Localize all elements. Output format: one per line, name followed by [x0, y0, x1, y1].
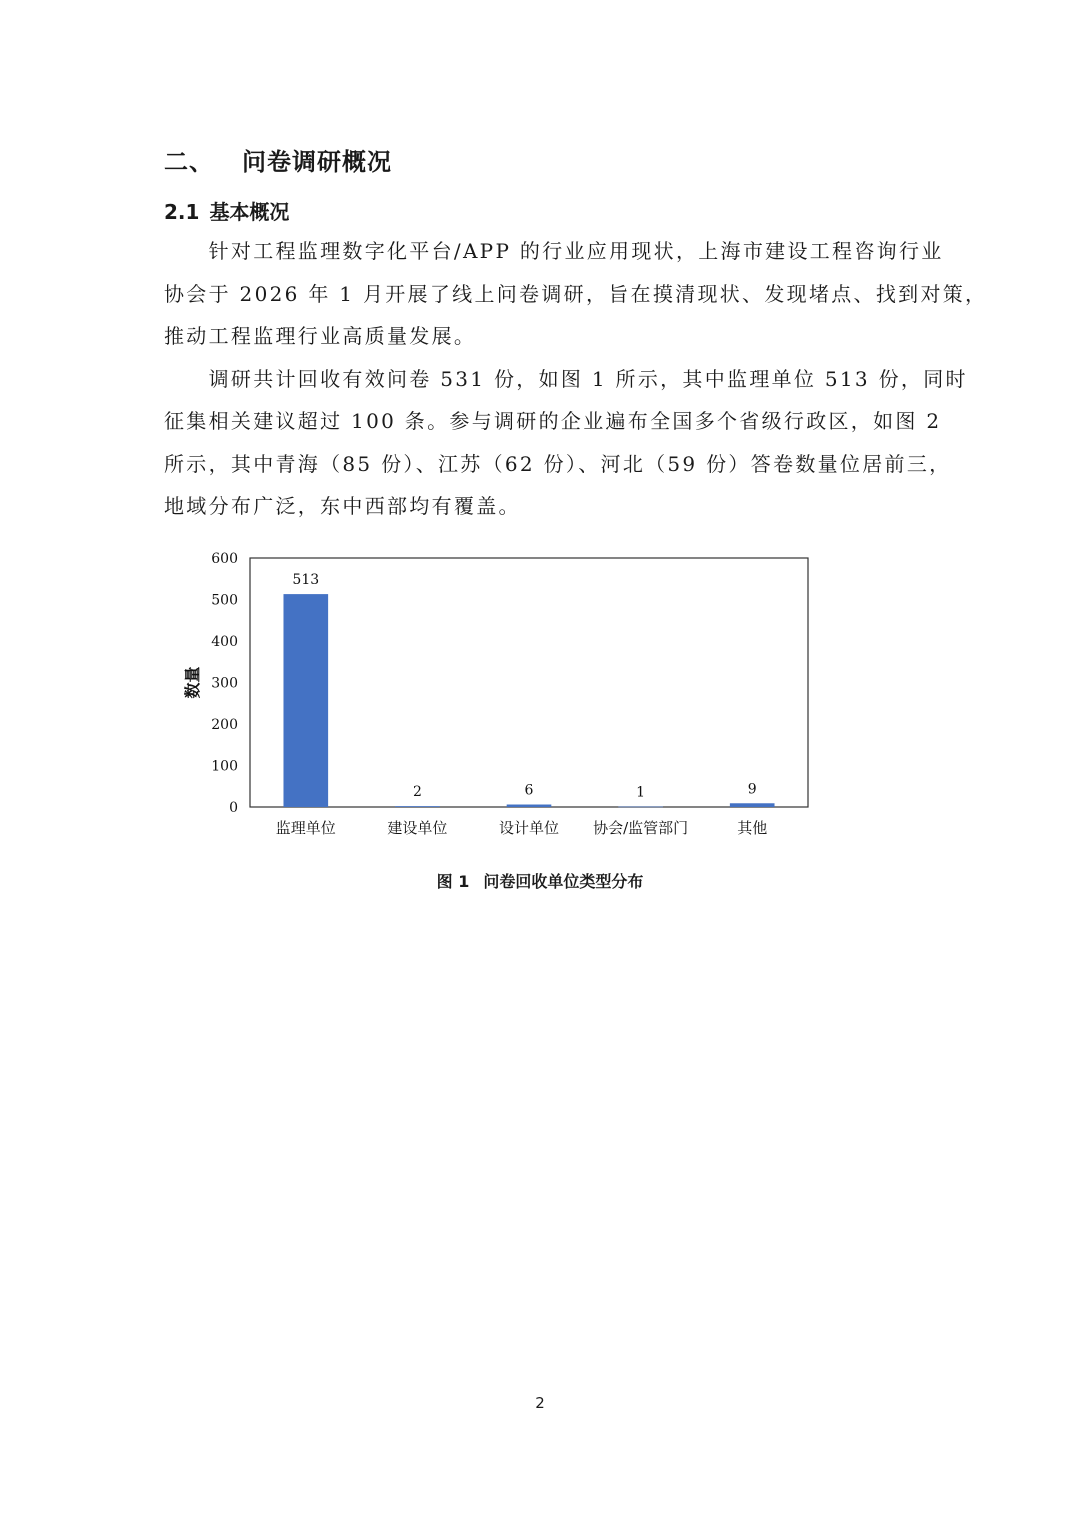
- bar: [730, 803, 775, 807]
- subsection-number: 2.1: [164, 200, 200, 224]
- paragraph-line: 地域分布广泛，东中西部均有覆盖。: [164, 494, 521, 518]
- paragraph-line: 推动工程监理行业高质量发展。: [164, 324, 477, 348]
- plot-frame: [250, 558, 808, 807]
- x-tick-label: 其他: [737, 819, 768, 837]
- y-tick-label: 200: [211, 717, 238, 733]
- figure-caption: [0, 869, 1080, 892]
- paragraph-line: 针对工程监理数字化平台/APP 的行业应用现状，上海市建设工程咨询行业: [164, 239, 944, 263]
- paragraph-line: 征集相关建议超过 100 条。参与调研的企业遍布全国多个省级行政区，如图 2: [164, 409, 942, 433]
- y-axis-label: 数量: [183, 666, 202, 699]
- y-tick-label: 400: [211, 634, 238, 650]
- y-tick-label: 500: [211, 592, 238, 609]
- y-tick-label: 600: [211, 551, 238, 567]
- section-heading: [164, 142, 392, 177]
- page-number: 2: [535, 1394, 545, 1412]
- bar: [283, 594, 328, 807]
- data-label: 9: [747, 781, 757, 798]
- bar: [507, 805, 552, 807]
- figure-caption-text: 问卷回收单位类型分布: [483, 872, 644, 891]
- x-tick-label: 建设单位: [387, 819, 448, 837]
- data-label: 6: [524, 782, 534, 799]
- subsection-title: 基本概况: [209, 200, 290, 224]
- paragraph-line: 调研共计回收有效问卷 531 份，如图 1 所示，其中监理单位 513 份，同时: [164, 367, 968, 391]
- y-tick-label: 0: [229, 800, 238, 816]
- bar-chart-svg: [160, 545, 840, 850]
- subsection-heading: [164, 196, 289, 225]
- section-number: 二、: [164, 148, 214, 176]
- section-title: 问卷调研概况: [242, 148, 392, 176]
- bar: [395, 806, 440, 807]
- figure-number: 图 1: [436, 872, 470, 891]
- x-tick-label: 协会/监管部门: [593, 819, 689, 837]
- paragraph-line: 协会于 2026 年 1 月开展了线上问卷调研，旨在摸清现状、发现堵点、找到对策，: [164, 282, 988, 306]
- data-label: 2: [412, 784, 422, 801]
- y-tick-label: 300: [211, 675, 238, 692]
- bar: [618, 807, 663, 808]
- data-label: 513: [292, 572, 320, 589]
- data-label: 1: [636, 784, 646, 801]
- x-tick-label: 设计单位: [498, 819, 560, 837]
- x-tick-label: 监理单位: [275, 819, 336, 837]
- paragraph-line: 所示，其中青海（85 份）、江苏（62 份）、河北（59 份）答卷数量位居前三，: [164, 452, 952, 476]
- bar-chart: [160, 545, 840, 850]
- y-tick-label: 100: [211, 758, 238, 775]
